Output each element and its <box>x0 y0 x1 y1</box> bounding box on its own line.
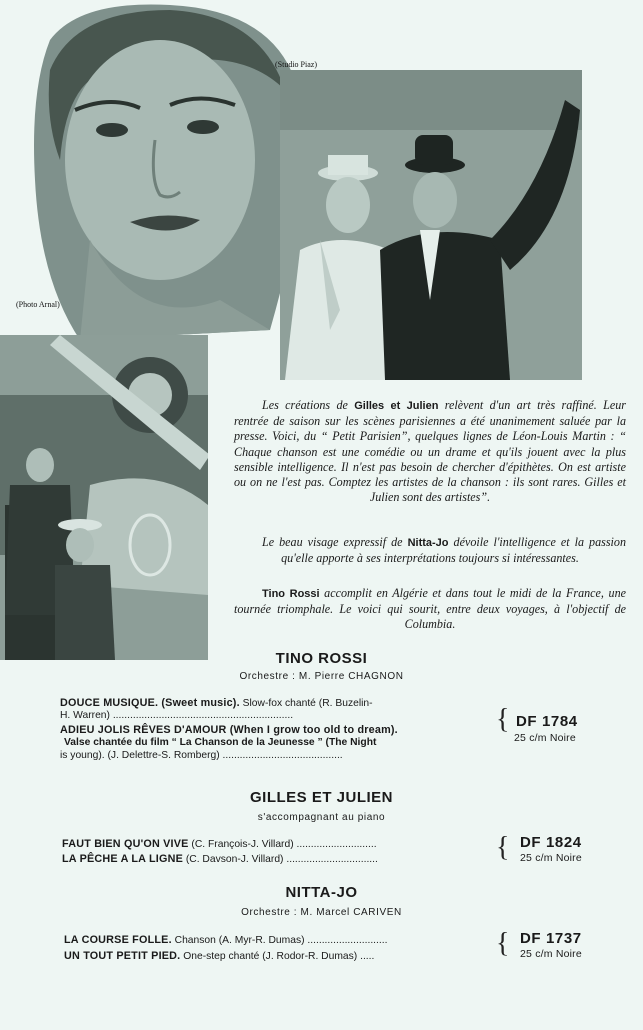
artist-name-bold: Nitta-Jo <box>407 537 449 549</box>
track-detail: (C. François-J. Villard) ............................ <box>188 839 377 850</box>
orchestra-line: Orchestre : M. Pierre CHAGNON <box>239 671 404 682</box>
record-format: 25 c/m Noire <box>520 852 582 864</box>
portrait-photo <box>20 0 300 340</box>
paragraph-nitta-jo <box>234 535 626 566</box>
plane-photo-image <box>0 335 208 660</box>
catalog-number: DF 1737 <box>520 930 582 947</box>
artist-heading: NITTA-JO <box>285 884 358 901</box>
track-title: DOUCE MUSIQUE. (Sweet music). <box>60 697 240 709</box>
duo-photo <box>280 70 582 380</box>
track-title: LA PÊCHE A LA LIGNE <box>62 853 183 865</box>
track-line <box>62 838 377 850</box>
orchestra-line: Orchestre : M. Marcel CARIVEN <box>241 907 402 918</box>
plane-photo <box>0 335 208 660</box>
catalog-number: DF 1824 <box>520 834 582 851</box>
track-line <box>64 934 388 946</box>
artist-name-bold: Gilles et Julien <box>354 400 439 412</box>
track-line <box>64 950 374 962</box>
record-format: 25 c/m Noire <box>514 732 576 744</box>
paragraph-tino-rossi <box>234 586 626 633</box>
track-continuation: H. Warren) ............................................................... <box>60 710 294 721</box>
track-title: FAUT BIEN QU'ON VIVE <box>62 838 189 850</box>
paragraph-text: accomplit en Algérie et dans tout le midi de la France, une tournée triomphale. Le voici qui sourit, entre deux voyages, à l'objectif de Columbia. <box>234 586 626 632</box>
track-line <box>60 697 373 709</box>
photo-credit-studio: (Studio Piaz) <box>275 60 317 69</box>
paragraph-text: Le beau visage expressif de <box>262 535 408 549</box>
track-line <box>62 853 378 865</box>
artist-name-bold: Tino Rossi <box>262 588 320 600</box>
paragraph-text: Les créations de <box>262 398 355 412</box>
brace: { <box>496 704 510 735</box>
track-detail: Chanson (A. Myr-R. Dumas) ............................ <box>171 935 388 946</box>
track-composers: is young). (J. Delettre-S. Romberg) .......................................... <box>60 750 343 761</box>
portrait-photo-image <box>20 0 300 340</box>
paragraph-text: dévoile l'intelligence et la passion qu'elle apporte à ses interprétations toujours si intéressantes. <box>281 535 626 566</box>
paragraph-gilles-julien <box>234 398 626 505</box>
record-format: 25 c/m Noire <box>520 948 582 960</box>
photo-credit-arnal: (Photo Arnal) <box>16 300 60 309</box>
track-detail: One-step chanté (J. Rodor-R. Dumas) ..... <box>180 951 375 962</box>
track-film-note: Valse chantée du film “ La Chanson de la Jeunesse ” (The Night <box>64 737 377 748</box>
paragraph-text: relèvent d'un art très raffiné. Leur rentrée de saison sur les scènes parisiennes a été unanimement saluée par la presse. Voici, du “ Petit Parisien”, quelques lignes de Léon-Louis Martin : “ Chaque chanson est une comédie ou un drame et qu'ils jouent avec la plus sensible intelligence. Il n'est pas besoin de chercher d'épithètes. On est artiste ou on ne l'est pas. Comptez les artistes de la chanson : ils sont rares. Gilles et Julien sont des artistes”. <box>234 398 626 505</box>
track-detail: (C. Davson-J. Villard) ................................ <box>182 854 378 865</box>
track-continuation <box>64 737 376 748</box>
track-detail: Slow-fox chanté (R. Buzelin- <box>239 698 373 709</box>
brace: { <box>496 832 510 863</box>
track-line <box>60 724 398 736</box>
catalog-number: DF 1784 <box>516 713 578 730</box>
artist-heading: GILLES ET JULIEN <box>249 789 393 806</box>
track-title: ADIEU JOLIS RÊVES D'AMOUR (When I grow too old to dream). <box>60 724 398 736</box>
accompaniment-line: s'accompagnant au piano <box>257 812 386 823</box>
track-continuation <box>60 750 343 761</box>
brace: { <box>496 928 510 959</box>
track-title: LA COURSE FOLLE. <box>64 934 172 946</box>
track-title: UN TOUT PETIT PIED. <box>64 950 181 962</box>
duo-photo-image <box>280 70 582 380</box>
artist-heading: TINO ROSSI <box>275 650 368 667</box>
